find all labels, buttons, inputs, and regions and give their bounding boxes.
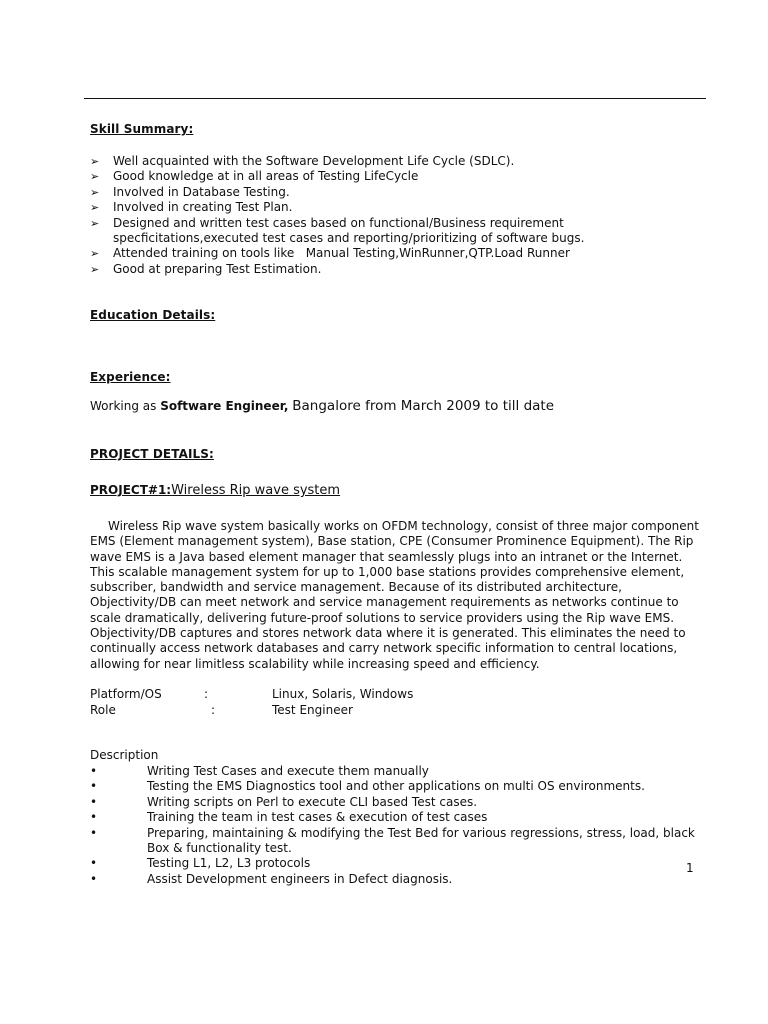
- list-item: • Writing scripts on Perl to execute CLI based Test cases.: [90, 794, 478, 809]
- list-item: ➢ Involved in Database Testing.: [90, 184, 290, 199]
- list-item: ➢ Involved in creating Test Plan.: [90, 200, 293, 215]
- arrow-bullet-icon: ➢: [90, 216, 100, 230]
- arrow-bullet-icon: ➢: [90, 155, 100, 168]
- education-heading: Education Details:: [90, 308, 216, 322]
- arrow-bullet-icon: ➢: [90, 185, 100, 199]
- arrow-bullet-icon: ➢: [90, 170, 100, 184]
- description-heading: Description: [90, 748, 159, 762]
- list-item: • Training the team in test cases & execution of test cases: [90, 810, 488, 825]
- list-item: ➢ Attended training on tools like Manual Testing,WinRunner,QTP.Load Runner: [90, 246, 570, 261]
- list-item: • Preparing, maintaining & modifying the Test Bed for various regressions, stress, load, black Box & functionality test.: [90, 825, 695, 856]
- project-description: Wireless Rip wave system basically works on OFDM technology, consist of three major component EMS (Element management system), Base station, CPE (Consumer Prominence Equipment). The Rip wave EMS is a Java based element manager that seamlessly plugs into an intranet or the Internet. This scalable management system for up to 1,000 base stations provides comprehensive element, subscriber, bandwidth and service management. Because of its distributed architecture, Objectivity/DB can meet network and service management requirements as networks continue to scale dramatically, delivering future-proof solutions to service providers using the Rip wave EMS. Objectivity/DB captures and stores network data where it is generated. This eliminates the need to continually access network databases and carry network specific information to central locations, allowing for near limitless scalability while increasing speed and efficiency.: [90, 519, 699, 671]
- job-role: Software Engineer,: [160, 399, 289, 413]
- arrow-bullet-icon: ➢: [90, 262, 100, 276]
- bullet-icon: •: [90, 856, 98, 871]
- bullet-icon: •: [90, 764, 98, 778]
- list-item: ➢ Designed and written test cases based on functional/Business requirement specficitations,executed test cases and reporting/prioritizing of software bugs.: [90, 215, 585, 246]
- experience-heading: Experience:: [90, 370, 171, 384]
- project-details-heading: PROJECT DETAILS:: [90, 447, 214, 461]
- bullet-icon: •: [90, 825, 98, 840]
- list-item: • Assist Development engineers in Defect diagnosis.: [90, 871, 453, 886]
- list-item: ➢ Good at preparing Test Estimation.: [90, 261, 322, 276]
- job-city: Bangalore: [292, 398, 361, 414]
- list-item: • Testing the EMS Diagnostics tool and other applications on multi OS environments.: [90, 779, 645, 794]
- document-page: Skill Summary: ➢ Well acquainted with the Software Development Life Cycle (SDLC). ➢ Good knowledge at in all areas of Testing LifeCycle ➢ Involved in Database Testing. ➢ Involved in creating Test Plan. ➢ Designed and written test cases based on functional/Business requirement specficitations,executed test cases and reporting/prioritizing of software bugs. ➢ Attended training on tools like Manual Testing,WinRunner,QTP.Load Runner ➢ Good at preparing Test Estimation. Education Details: Experience: Working as Software Engineer, Bangalore from March 2009 to till date PROJECT DETAILS: PROJECT#1:Wireless Rip wave system Wireless Rip wave system basically works on OFDM technology, consist of three major component EMS (Element management system), Base station, CPE (Consumer Prominence Equipment). The Rip wave EMS is a Java based element manager that seamlessly plugs into an intranet or the Internet. This scalable management system for up to 1,000 base stations provides comprehensive element, subscriber, bandwidth and service management. Because of its distributed architecture, Objectivity/DB can meet network and service management requirements as networks continue to scale dramatically, delivering future-proof solutions to service providers using the Rip wave EMS. Objectivity/DB captures and stores network data where it is generated. This eliminates the need to continually access network databases and carry network specific information to central locations, allowing for near limitless scalability while increasing speed and efficiency. Platform/OS : Linux, Solaris, Windows Role : Test Engineer Description • Writing Test Cases and execute them manually • Testing the EMS Diagnostics tool and other applications on multi OS environments. • Writing scripts on Perl to execute CLI based Test cases. • Training the team in test cases & execution of test cases • Preparing, maintaining & modifying the Test Bed for various regressions, stress, load, black Box & functionality test. • Testing L1, L2, L3 protocols • Assist Development engineers in Defect diagnosis. 1: [0, 0, 768, 1024]
- bullet-icon: •: [90, 810, 98, 825]
- start-date: March 2009: [400, 398, 481, 414]
- responsibilities-list: [90, 764, 700, 887]
- skill-summary-heading: Skill Summary:: [90, 122, 194, 136]
- header-divider: [84, 98, 706, 99]
- list-item: • Writing Test Cases and execute them manually: [90, 764, 429, 778]
- arrow-bullet-icon: ➢: [90, 201, 100, 215]
- page-number: 1: [686, 861, 694, 875]
- experience-line: Working as Software Engineer, Bangalore from March 2009 to till date: [90, 398, 555, 414]
- arrow-bullet-icon: ➢: [90, 247, 100, 261]
- list-item: ➢ Good knowledge at in all areas of Testing LifeCycle: [90, 169, 419, 184]
- bullet-icon: •: [90, 871, 98, 886]
- bullet-icon: •: [90, 794, 98, 809]
- list-item: • Testing L1, L2, L3 protocols: [90, 856, 311, 871]
- bullet-icon: •: [90, 779, 98, 794]
- project-title: PROJECT#1:Wireless Rip wave system: [90, 483, 341, 498]
- project-name: Wireless Rip wave system: [171, 483, 341, 498]
- list-item: ➢ Well acquainted with the Software Development Life Cycle (SDLC).: [90, 154, 515, 168]
- skill-summary-list: [90, 154, 690, 277]
